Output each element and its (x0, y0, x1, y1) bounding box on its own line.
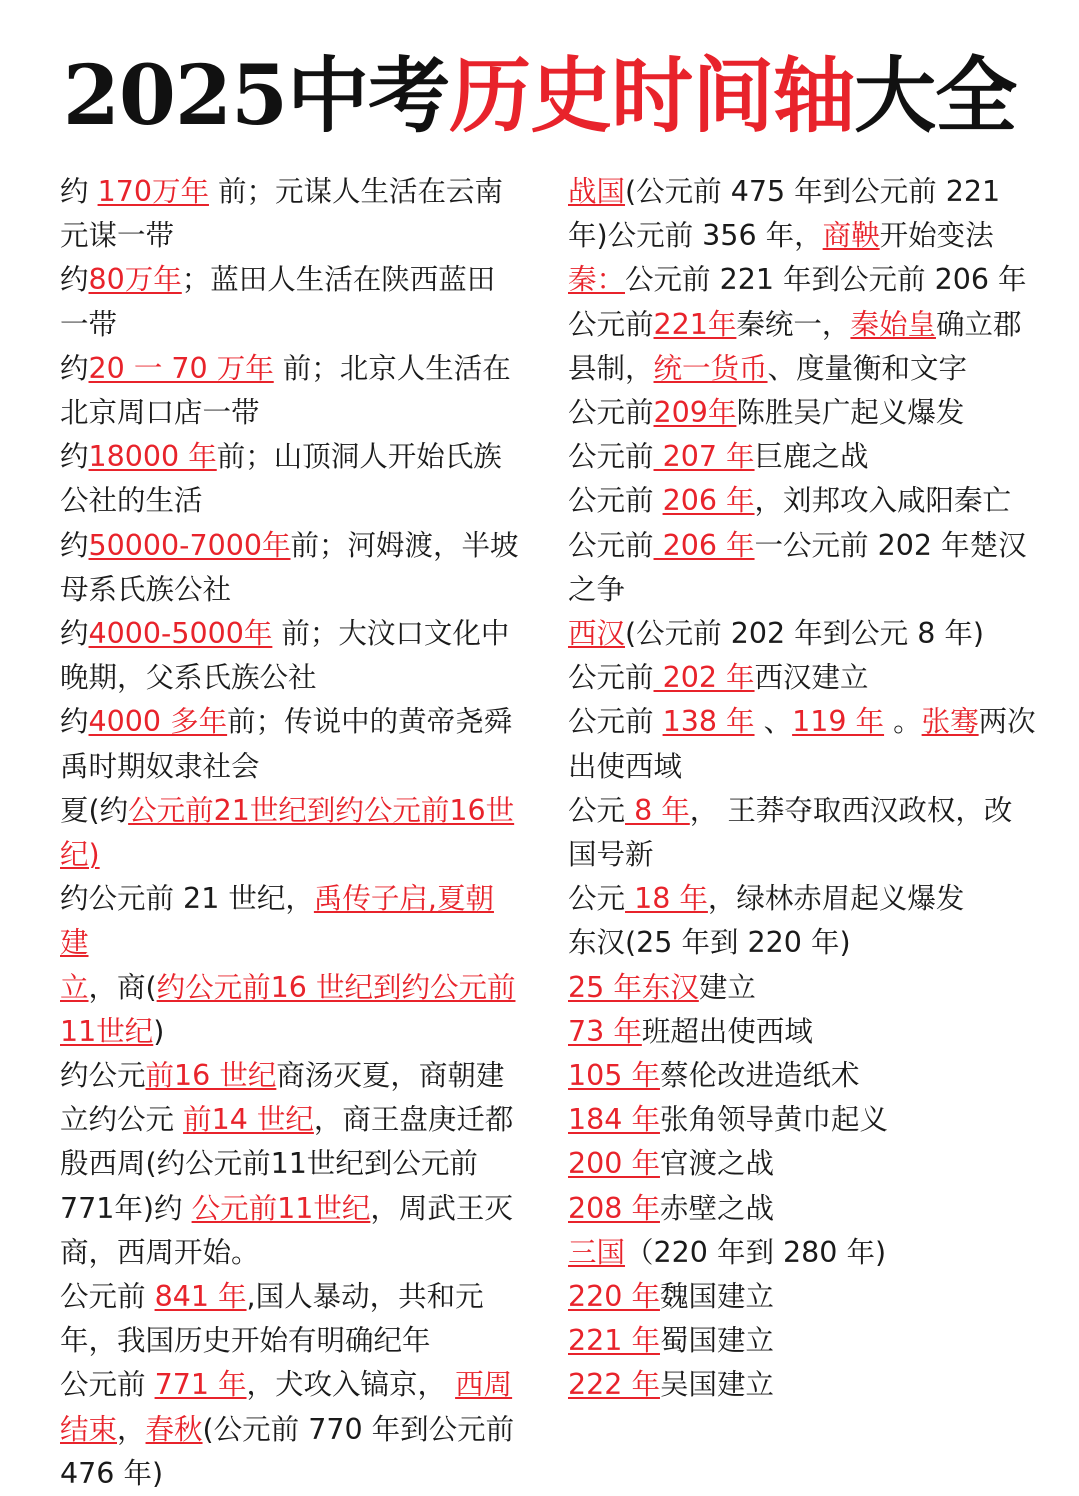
highlighted-term: 206 年 (662, 484, 755, 518)
highlighted-term: 约公元前16 世纪到约公元前 11世纪 (60, 970, 516, 1048)
entry-text: 夏(约 (60, 793, 129, 827)
highlighted-term: 50000-7000年 (88, 528, 291, 562)
highlighted-term: 18 年 (625, 882, 708, 916)
highlighted-term: 西汉 (568, 617, 626, 651)
timeline-entry (568, 789, 1038, 877)
entry-text: ,国人暴动，共和元 年，我国历史开始有明确纪年 (60, 1280, 484, 1358)
entry-text: (公元前 475 年到公元前 221 年)公元前 356 年， (568, 175, 1001, 253)
highlighted-term: 841 年 (154, 1280, 247, 1314)
entry-text: 陈胜吴广起义爆发 (736, 396, 965, 430)
entry-text: 开始变法 (879, 219, 994, 253)
entry-text: 约 (60, 440, 89, 474)
entry-text: 。 (884, 705, 922, 739)
title-highlight: 历史时间轴 (449, 48, 855, 144)
highlighted-term: 184 年 (568, 1103, 660, 1137)
timeline-entry (568, 524, 1038, 612)
timeline-entry (60, 877, 522, 1054)
entry-text: 公元 (568, 882, 626, 916)
entry-text: 班超出使西域 (641, 1014, 813, 1048)
highlighted-term: 202 年 (653, 661, 755, 695)
highlighted-term: 119 年 (792, 705, 885, 739)
entry-text: （220 年到 280 年) (625, 1235, 887, 1269)
highlighted-term: 221 年 (568, 1324, 660, 1358)
entry-text: 约公元前 21 世纪， (60, 882, 314, 916)
timeline-entry (568, 479, 1038, 523)
entry-text: 、度量衡和文字 (767, 351, 968, 385)
timeline-entry (568, 1187, 1038, 1231)
timeline-entry (60, 1275, 522, 1363)
timeline-entry (60, 1363, 522, 1496)
highlighted-term: 207 年 (653, 440, 755, 474)
entry-text: 西汉建立 (754, 661, 869, 695)
title-part-1: 2025中考 (62, 48, 450, 144)
highlighted-term: 208 年 (568, 1191, 660, 1225)
highlighted-term: 商鞅 (822, 219, 880, 253)
timeline-entry (568, 1275, 1038, 1319)
highlighted-term: 禹传子启,夏朝建 立 (60, 882, 494, 1004)
entry-text: ，绿林赤眉起义爆发 (707, 882, 965, 916)
entry-text: 公元前 (568, 705, 663, 739)
title-part-2: 大全 (854, 48, 1017, 144)
entry-text: 公元前 (568, 661, 654, 695)
highlighted-term: 公元前21世纪到约公元前16世 纪) (60, 793, 515, 872)
entry-text: 前；山顶洞人开始氏族 公社的生活 (60, 440, 502, 518)
timeline-entry (60, 435, 522, 523)
timeline-entry (568, 391, 1038, 435)
timeline-entry (568, 1142, 1038, 1186)
highlighted-term: 三国 (568, 1235, 626, 1269)
entry-text: (公元前 770 年到公元前 476 年) (60, 1412, 515, 1490)
timeline-entry (568, 1010, 1038, 1054)
entry-text: 前；大汶口文化中 晚期，父系氏族公社 (60, 617, 510, 695)
entry-text: 公元 (568, 793, 626, 827)
entry-text: 公元前 (568, 307, 654, 341)
timeline-entry (568, 877, 1038, 921)
timeline-entry (60, 612, 522, 700)
timeline-entry (60, 170, 522, 258)
highlighted-term: 105 年 (568, 1059, 660, 1093)
entry-text: 公元前 (568, 528, 654, 562)
highlighted-term: 80万年 (88, 263, 182, 297)
highlighted-term: 前14 世纪 (183, 1103, 314, 1137)
highlighted-term: 张骞 (921, 705, 979, 739)
entry-text: 吴国建立 (659, 1368, 774, 1402)
highlighted-term: 138 年 (662, 705, 755, 739)
entry-text: ；蓝田人生活在陕西蓝田 一带 (60, 263, 496, 341)
entry-text: 、 (754, 705, 793, 739)
entry-text: ，商( (88, 970, 157, 1004)
entry-text: 约 (60, 175, 98, 208)
entry-text: 公元前 (568, 440, 654, 474)
highlighted-term: 统一货币 (653, 351, 768, 385)
entry-text: 公元前 (568, 396, 654, 430)
entry-text: 建立 (698, 970, 756, 1004)
timeline-entry (568, 303, 1038, 391)
timeline-entry (60, 524, 522, 612)
entry-text: 蔡伦改进造纸术 (659, 1059, 860, 1093)
entry-text: ，周武王灭 商，西周开始。 (60, 1191, 513, 1269)
highlighted-term: 73 年 (568, 1014, 642, 1048)
entry-text: 一公元前 202 年楚汉 之争 (568, 528, 1027, 606)
entry-text: ) (153, 1014, 165, 1048)
highlighted-term: 206 年 (653, 528, 755, 562)
timeline-entry (60, 700, 522, 788)
entry-text: 约 (60, 617, 89, 651)
highlighted-term: 战国 (568, 175, 626, 208)
timeline-entry (568, 921, 1038, 965)
entry-text: 约 (60, 528, 89, 562)
highlighted-term: 春秋 (145, 1412, 203, 1446)
timeline-entry (568, 612, 1038, 656)
entry-text: 约 (60, 263, 89, 297)
timeline-entry (568, 435, 1038, 479)
highlighted-term: 200 年 (568, 1147, 660, 1181)
entry-text: 东汉(25 年到 220 年) (568, 926, 851, 960)
entry-text: 约 (60, 705, 89, 739)
entry-text: 前；传说中的黄帝尧舜 禹时期奴隶社会 (60, 705, 513, 783)
entry-text: 前；北京人生活在 北京周口店一带 (60, 351, 511, 430)
highlighted-term: 20 一 70 万年 (88, 351, 274, 385)
entry-text: 公元前 221 年到公元前 206 年 (625, 263, 1027, 297)
entry-text: 约公元 (60, 1059, 146, 1093)
highlighted-term: 西周 结束 (60, 1368, 513, 1446)
timeline-entry (60, 347, 522, 435)
entry-text: 公元前 (568, 484, 663, 518)
left-timeline-column (60, 170, 522, 1496)
highlighted-term: 前16 世纪 (145, 1059, 277, 1093)
timeline-entry (568, 966, 1038, 1010)
timeline-entry (60, 789, 522, 877)
entry-text: 官渡之战 (659, 1147, 774, 1181)
highlighted-term: 170万年 (97, 175, 209, 208)
timeline-entry (568, 1231, 1038, 1275)
highlighted-term: 18000 年 (88, 440, 217, 474)
entry-text: 秦统一， (736, 307, 851, 341)
highlighted-term: 221年 (653, 307, 737, 341)
timeline-entry (568, 1363, 1038, 1407)
entry-text: 公元前 (60, 1368, 155, 1402)
highlighted-term: 4000-5000年 (88, 617, 273, 651)
entry-text: 赤壁之战 (659, 1191, 774, 1225)
entry-text: ，刘邦攻入咸阳秦亡 (754, 484, 1012, 518)
entry-text: ，商王盘庚迁都 殷西周(约公元前11世纪到公元前 771年)约 (60, 1103, 514, 1225)
entry-text: 张角领导黄巾起义 (659, 1103, 888, 1137)
right-timeline-column (568, 170, 1038, 1408)
entry-text: (公元前 202 年到公元 8 年) (625, 617, 985, 651)
timeline-entry (568, 1319, 1038, 1363)
timeline-entry (568, 1054, 1038, 1098)
highlighted-term: 秦始皇 (850, 307, 936, 341)
timeline-entry (568, 170, 1038, 258)
timeline-entry (568, 700, 1038, 788)
timeline-entry (568, 656, 1038, 700)
timeline-entry (568, 258, 1038, 302)
entry-text: 蜀国建立 (659, 1324, 774, 1358)
highlighted-term: 222 年 (568, 1368, 660, 1402)
highlighted-term: 25 年东汉 (568, 970, 699, 1004)
entry-text: 魏国建立 (659, 1280, 774, 1314)
highlighted-term: 771 年 (154, 1368, 247, 1402)
highlighted-term: 8 年 (625, 793, 690, 827)
highlighted-term: 秦： (568, 263, 626, 297)
timeline-entry (60, 1054, 522, 1275)
entry-text: 前；元谋人生活在云南 元谋一带 (60, 175, 504, 253)
entry-text: 确立郡 县制， (568, 307, 1022, 385)
entry-text: 巨鹿之战 (754, 440, 869, 474)
entry-text: 公元前 (60, 1280, 155, 1314)
timeline-entry (568, 1098, 1038, 1142)
highlighted-term: 4000 多年 (88, 705, 228, 739)
entry-text: 前；河姆渡，半坡 母系氏族公社 (60, 528, 519, 606)
page-title (0, 48, 1079, 144)
highlighted-term: 220 年 (568, 1280, 660, 1314)
entry-text: ， (117, 1412, 146, 1446)
entry-text: 约 (60, 351, 89, 385)
entry-text: ，犬攻入镐京， (246, 1368, 456, 1402)
entry-text: 商汤灭夏，商朝建 立约公元 (60, 1059, 505, 1137)
highlighted-term: 公元前11世纪 (191, 1191, 371, 1225)
timeline-entry (60, 258, 522, 346)
entry-text: ， 王莽夺取西汉政权，改 国号新 (568, 793, 1013, 872)
entry-text: 两次 出使西域 (568, 705, 1036, 783)
highlighted-term: 209年 (653, 396, 737, 430)
